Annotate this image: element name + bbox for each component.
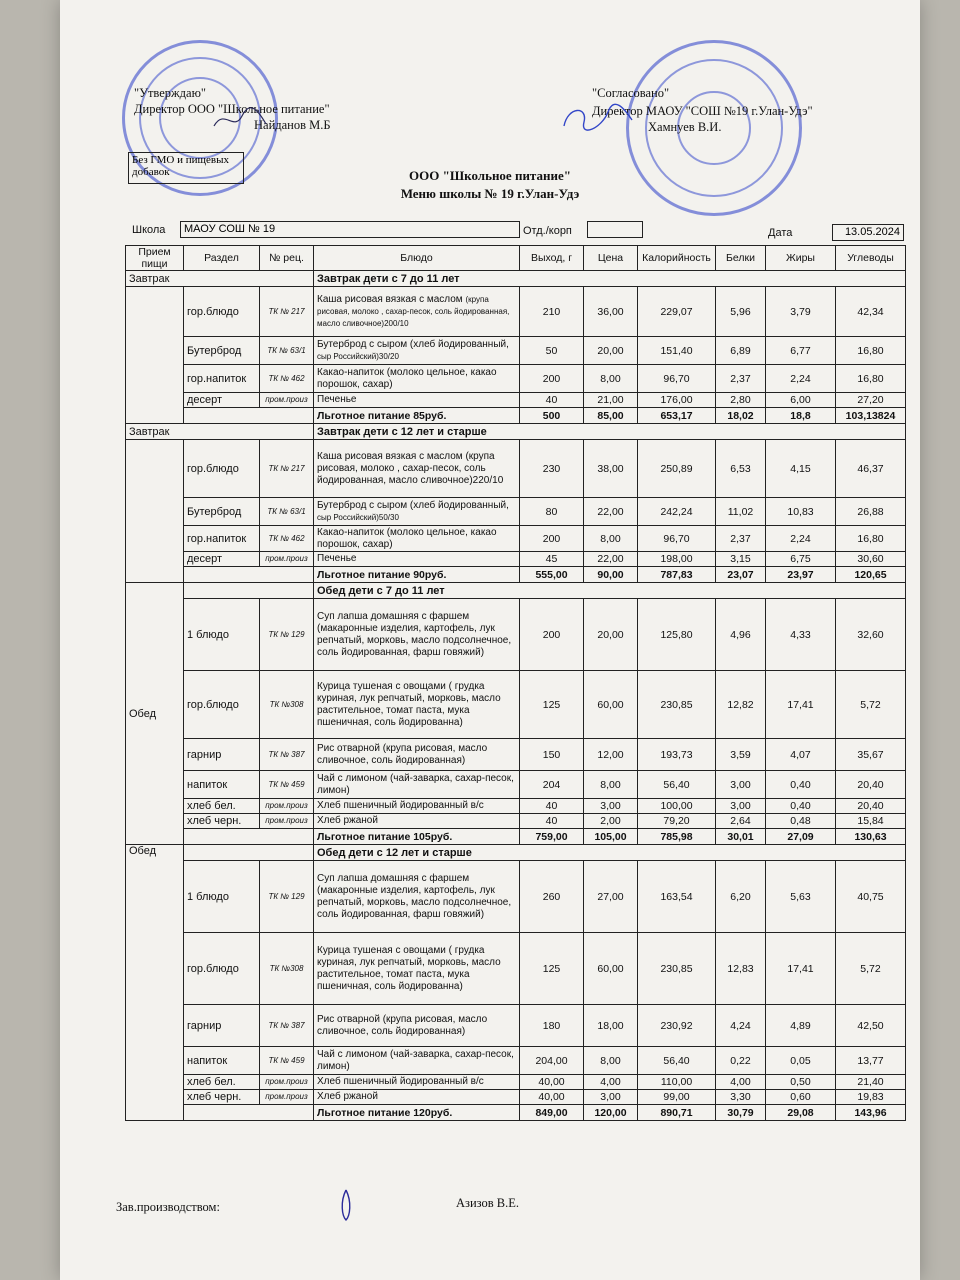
school-value: МАОУ СОШ № 19	[180, 221, 520, 238]
table-row: хлеб бел. пром.произ Хлеб пшеничный йодированный в/с 40 3,00 100,00 3,00 0,40 20,40	[126, 799, 906, 814]
approver-position: Директор ООО "Школьное питание"	[134, 102, 330, 116]
approved-label: "Утверждаю"	[134, 86, 207, 100]
menu-title: Меню школы № 19 г.Улан-Удэ	[400, 186, 580, 201]
group-title: Обед дети с 7 до 11 лет	[314, 583, 906, 599]
meal-label: Обед	[126, 845, 184, 1121]
approver-name: Найданов М.Б	[254, 118, 331, 132]
table-header-row	[126, 246, 906, 271]
org-title: ООО "Школьное питание"	[409, 168, 571, 183]
group-title: Обед дети с 12 лет и старше	[314, 845, 906, 861]
col-section: Раздел	[184, 246, 260, 271]
date-value: 13.05.2024	[832, 224, 904, 241]
menu-sheet	[60, 0, 920, 1280]
group-row	[126, 583, 906, 599]
group-row	[126, 271, 906, 287]
table-row: гор.блюдо ТК № 217 Каша рисовая вязкая с маслом (крупа рисовая, молоко , сахар-песок, соль йодированная, масло сливочное)220/10 230 38,00 250,89 6,53 4,15 46,37	[126, 440, 906, 498]
col-carbs: Углеводы	[836, 246, 906, 271]
dept-value	[587, 221, 643, 238]
agreer-name: Хамнуев В.И.	[648, 120, 722, 134]
table-row: напиток ТК № 459 Чай с лимоном (чай-заварка, сахар-песок, лимон) 204 8,00 56,40 3,00 0,40 20,40	[126, 771, 906, 799]
footer-label: Зав.производством:	[116, 1200, 220, 1214]
col-protein: Белки	[716, 246, 766, 271]
table-row: десерт пром.произ Печенье 40 21,00 176,00 2,80 6,00 27,20	[126, 393, 906, 408]
col-ref: № рец.	[260, 246, 314, 271]
total-row: Льготное питание 120руб. 849,00 120,00 890,71 30,79 29,08 143,96	[126, 1105, 906, 1121]
group-title: Завтрак дети с 7 до 11 лет	[314, 271, 906, 287]
table-row: гор.блюдо ТК №308 Курица тушеная с овощами ( грудка куриная, лук репчатый, морковь, масло растительное, томат паста, мука пшеничная, соль йодированна) 125 60,00 230,85 12,83 17,41 5,72	[126, 933, 906, 1005]
col-price: Цена	[584, 246, 638, 271]
col-fat: Жиры	[766, 246, 836, 271]
school-label: Школа	[132, 224, 166, 236]
total-row: Льготное питание 90руб. 555,00 90,00 787,83 23,07 23,97 120,65	[126, 567, 906, 583]
table-row: хлеб черн. пром.произ Хлеб ржаной 40,00 3,00 99,00 3,30 0,60 19,83	[126, 1090, 906, 1105]
col-meal: Прием пищи	[126, 246, 184, 271]
right-signature	[558, 98, 638, 138]
table-row: хлеб бел. пром.произ Хлеб пшеничный йодированный в/с 40,00 4,00 110,00 4,00 0,50 21,40	[126, 1075, 906, 1090]
table-row: Бутерброд ТК № 63/1 Бутерброд с сыром (хлеб йодированный, сыр Российский)30/20 50 20,00 151,40 6,89 6,77 16,80	[126, 337, 906, 365]
group-row	[126, 424, 906, 440]
table-row: гор.блюдо ТК №308 Курица тушеная с овощами ( грудка куриная, лук репчатый, морковь, масло растительное, томат паста, мука пшеничная, соль йодированна) 125 60,00 230,85 12,82 17,41 5,72	[126, 671, 906, 739]
table-row: Бутерброд ТК № 63/1 Бутерброд с сыром (хлеб йодированный, сыр Российский)50/30 80 22,00 242,24 11,02 10,83 26,88	[126, 498, 906, 526]
meal-label: Обед	[126, 583, 184, 845]
dept-label: Отд./корп	[523, 225, 572, 237]
table-row: гор.напиток ТК № 462 Какао-напиток (молоко цельное, какао порошок, сахар) 200 8,00 96,70 2,37 2,24 16,80	[126, 526, 906, 552]
table-row: 1 блюдо ТК № 129 Суп лапша домашняя с фаршем (макаронные изделия, картофель, лук репчатый, морковь, масло подсолнечное, соль йодированная, фарш говяжий) 200 20,00 125,80 4,96 4,33 32,60	[126, 599, 906, 671]
table-row: гор.напиток ТК № 462 Какао-напиток (молоко цельное, какао порошок, сахар) 200 8,00 96,70 2,37 2,24 16,80	[126, 365, 906, 393]
footer-signature	[336, 1186, 356, 1224]
table-row: десерт пром.произ Печенье 45 22,00 198,00 3,15 6,75 30,60	[126, 552, 906, 567]
group-row	[126, 845, 906, 861]
col-dish: Блюдо	[314, 246, 520, 271]
group-title: Завтрак дети с 12 лет и старше	[314, 424, 906, 440]
meal-label: Завтрак	[126, 271, 314, 287]
col-kcal: Калорийность	[638, 246, 716, 271]
table-row: гарнир ТК № 387 Рис отварной (крупа рисовая, масло сливочное, соль йодированная) 180 18,00 230,92 4,24 4,89 42,50	[126, 1005, 906, 1047]
table-row: гор.блюдо ТК № 217 Каша рисовая вязкая с маслом (крупа рисовая, молоко , сахар-песок, соль йодированная, масло сливочное)200/10 210 36,00 229,07 5,96 3,79 42,34	[126, 287, 906, 337]
no-gmo-note: Без ГМО и пищевых добавок	[128, 152, 244, 184]
footer-name: Азизов В.Е.	[456, 1196, 520, 1210]
table-row: напиток ТК № 459 Чай с лимоном (чай-заварка, сахар-песок, лимон) 204,00 8,00 56,40 0,22 0,05 13,77	[126, 1047, 906, 1075]
col-output: Выход, г	[520, 246, 584, 271]
agreed-label: "Согласовано"	[592, 86, 670, 100]
total-row: Льготное питание 105руб. 759,00 105,00 785,98 30,01 27,09 130,63	[126, 829, 906, 845]
table-row: хлеб черн. пром.произ Хлеб ржаной 40 2,00 79,20 2,64 0,48 15,84	[126, 814, 906, 829]
table-row: 1 блюдо ТК № 129 Суп лапша домашняя с фаршем (макаронные изделия, картофель, лук репчатый, морковь, масло подсолнечное, соль йодированная, фарш говяжий) 260 27,00 163,54 6,20 5,63 40,75	[126, 861, 906, 933]
total-row: Льготное питание 85руб. 500 85,00 653,17 18,02 18,8 103,13824	[126, 408, 906, 424]
left-signature	[210, 104, 270, 134]
date-label: Дата	[768, 227, 793, 239]
agreer-position: Директор МАОУ "СОШ №19 г.Улан-Удэ"	[592, 104, 813, 118]
table-row: гарнир ТК № 387 Рис отварной (крупа рисовая, масло сливочное, соль йодированная) 150 12,00 193,73 3,59 4,07 35,67	[126, 739, 906, 771]
meal-label: Завтрак	[126, 424, 314, 440]
menu-table	[125, 245, 906, 1121]
